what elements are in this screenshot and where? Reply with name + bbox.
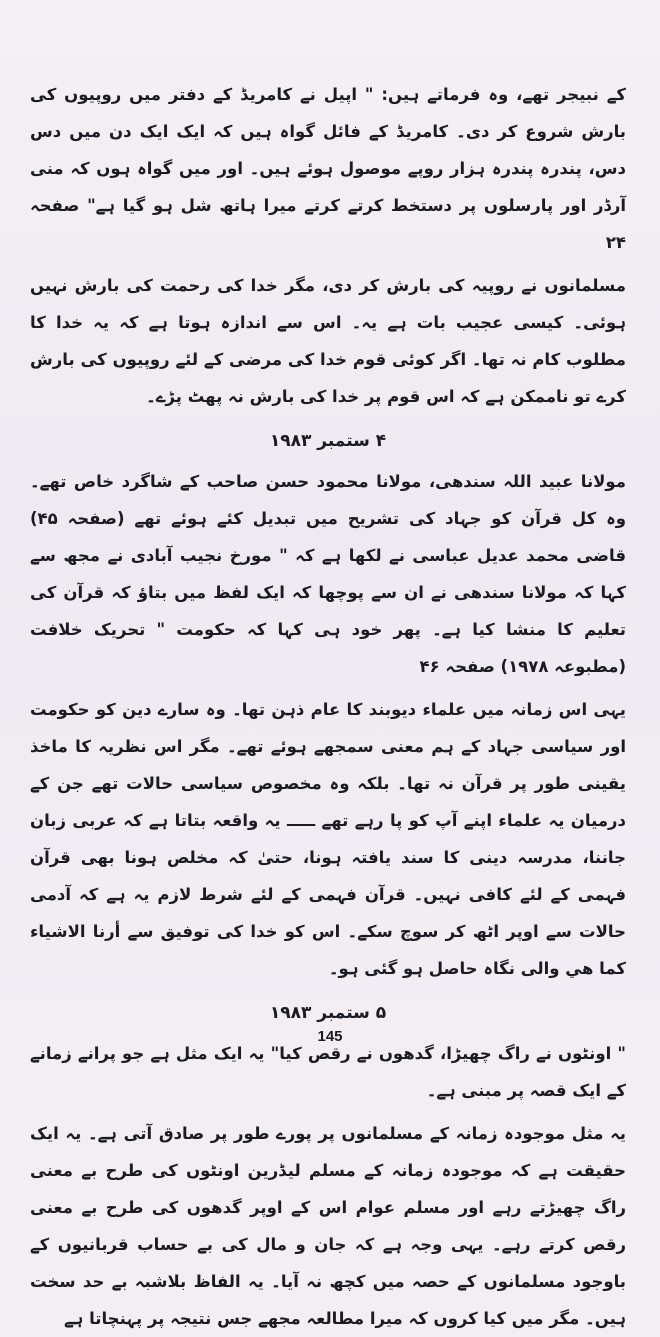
page-number: 145 [317,1028,343,1045]
paragraph: کے نبیجر تھے، وہ فرماتے ہیں: " اپیل نے کامریڈ کے دفتر میں روپیوں کی بارش شروع کر دی۔ کامریڈ کے فائل گواہ ہیں کہ ایک ایک دن میں دس دس، پندرہ پندرہ ہزار روپے موصول ہوئے ہیں۔ اور میں گواہ ہوں کہ منی آرڈر اور پارسلوں پر دستخط کرتے کرتے میرا ہاتھ شل ہو گیا ہے" صفحہ ۲۴ [30,85,626,252]
date-heading: ۴ ستمبر ۱۹۸۳ [269,431,387,451]
body-text [30,76,626,1337]
paragraph: " اونٹوں نے راگ چھیڑا، گدھوں نے رقص کیا" یہ ایک مثل ہے جو پرانے زمانے کے ایک قصہ پر مبنی ہے۔ [30,1044,626,1100]
paragraph: مولانا عبید اللہ سندھی، مولانا محمود حسن صاحب کے شاگرد خاص تھے۔ وہ کل قرآن کو جہاد کی تشریح میں تبدیل کئے ہوئے تھے (صفحہ ۴۵) قاضی محمد عدیل عباسی نے لکھا ہے کہ " مورخ نجیب آبادی نے مجھ سے کہا کہ مولانا سندھی نے ان سے پوچھا کہ ایک لفظ میں بتاؤ کہ قرآن کی تعلیم کا منشا کیا ہے۔ پھر خود ہی کہا کہ حکومت " تحریک خلافت (مطبوعہ ۱۹۷۸) صفحہ ۴۶ [30,472,626,676]
paragraph: یہی اس زمانہ میں علماء دیوبند کا عام ذہن تھا۔ وہ سارے دین کو حکومت اور سیاسی جہاد کے ہم معنی سمجھے ہوئے تھے۔ مگر اس نظریہ کا ماخذ یقینی طور پر قرآن نہ تھا۔ بلکہ وہ مخصوص سیاسی حالات تھے جن کے درمیان یہ علماء اپنے آپ کو پا رہے تھے ـــــ یہ واقعہ بتاتا ہے کہ عربی زبان جاننا، مدرسہ دینی کا سند یافتہ ہونا، حتیٰ کہ مخلص ہونا بھی قرآن فہمی کے لئے کافی نہیں۔ قرآن فہمی کے لئے شرط لازم یہ ہے کہ آدمی حالات سے اوپر اٹھ کر سوچ سکے۔ اس کو خدا کی توفیق سے أرنا الاشياء كما هي والی نگاہ حاصل ہو گئی ہو۔ [30,700,626,978]
paragraph: مسلمانوں نے روپیہ کی بارش کر دی، مگر خدا کی رحمت کی بارش نہیں ہوئی۔ کیسی عجیب بات ہے یہ۔ اس سے اندازہ ہوتا ہے کہ یہ خدا کا مطلوب کام نہ تھا۔ اگر کوئی قوم خدا کی مرضی کے لئے روپیوں کی بارش کرے تو ناممکن ہے کہ اس قوم پر خدا کی بارش نہ پھٹ پڑے۔ [30,276,626,406]
paragraph: یہ مثل موجودہ زمانہ کے مسلمانوں پر پورے طور پر صادق آتی ہے۔ یہ ایک حقیقت ہے کہ موجودہ زمانہ کے مسلم لیڈرین اونٹوں کی طرح بے معنی راگ چھیڑتے رہے اور مسلم عوام اس کے اوپر گدھوں کی طرح بے معنی رقص کرتے رہے۔ یہی وجہ ہے کہ جان و مال کی بے حساب قربانیوں کے باوجود مسلمانوں کے حصہ میں کچھ نہ آیا۔ یہ الفاظ بلاشبہ بے حد سخت ہیں۔ مگر میں کیا کروں کہ میرا مطالعہ مجھے جس نتیجہ پر پہنچاتا ہے [30,1124,626,1328]
date-heading: ۵ ستمبر ۱۹۸۳ [269,1003,387,1023]
